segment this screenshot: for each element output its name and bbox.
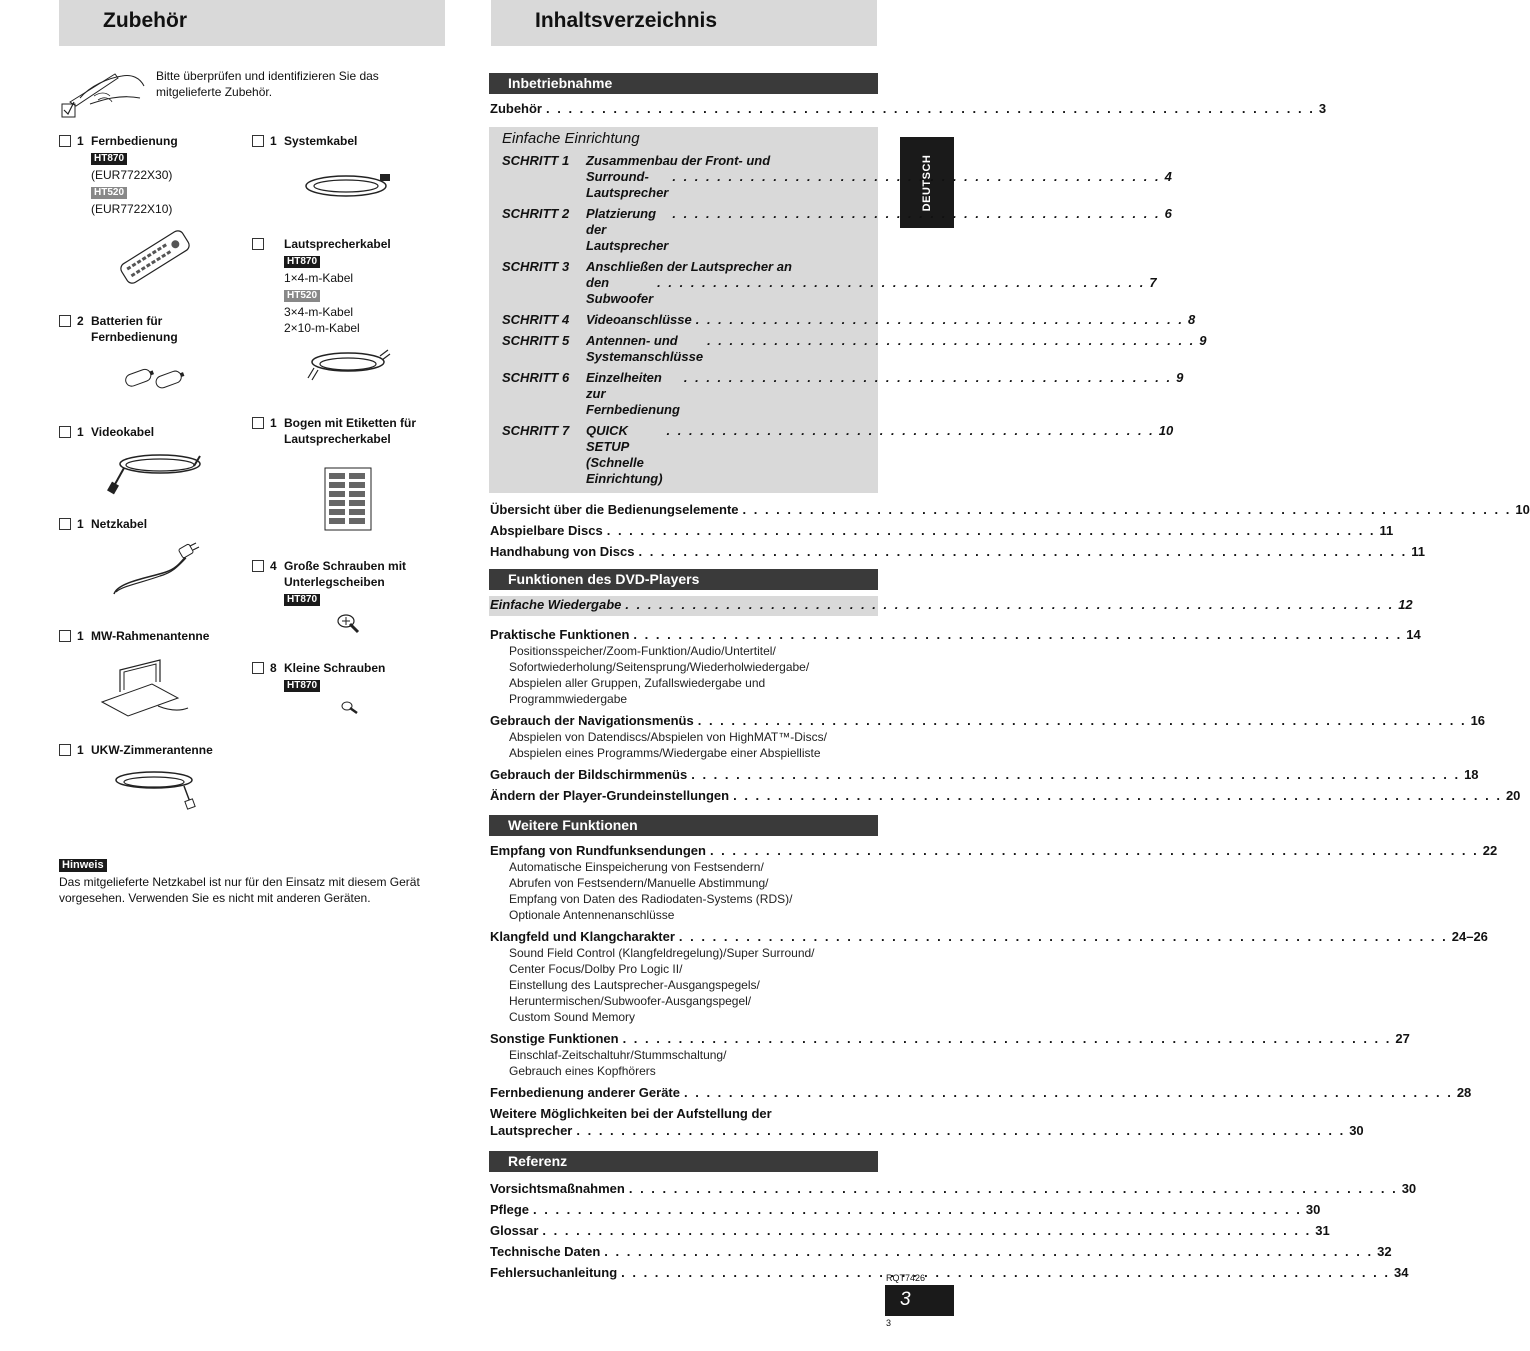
model-badge: HT870 — [91, 153, 127, 165]
checkbox[interactable] — [59, 426, 71, 438]
page-number-box — [885, 1285, 954, 1316]
accessory-qty: 8 — [270, 661, 277, 675]
checkbox[interactable] — [252, 560, 264, 572]
model-badge: HT870 — [284, 680, 320, 692]
model-badge: HT520 — [284, 290, 320, 302]
document-code: RQT7426 — [886, 1273, 926, 1283]
intro-text: Bitte überprüfen und identifizieren Sie das mitgelieferte Zubehör. — [156, 69, 379, 99]
section-more-functions: Weitere Funktionen — [489, 815, 878, 836]
video-cable-icon — [104, 448, 204, 498]
toc-description: Einschlaf-Zeitschaltuhr/Stummschaltung/ — [509, 1048, 727, 1062]
accessories-title: Zubehör — [103, 9, 187, 32]
toc-description: Optionale Antennenanschlüsse — [509, 908, 675, 922]
toc-description: Sofortwiederholung/Seitensprung/Wiederholwiedergabe/ — [509, 660, 810, 674]
accessory-name: Kleine Schrauben — [284, 661, 386, 675]
accessory-qty: 1 — [77, 425, 84, 439]
accessory-name: Netzkabel — [91, 517, 148, 531]
toc-entry[interactable]: Glossar . . . 31 — [489, 1222, 878, 1239]
toc-description: Sound Field Control (Klangfeldregelung)/Super Surround/ — [509, 946, 815, 960]
toc-entry[interactable]: Vorsichtsmaßnahmen . . . 30 — [489, 1180, 878, 1197]
accessory-qty: 1 — [77, 629, 84, 643]
setup-step[interactable]: SCHRITT 7 QUICK SETUP (Schnelle Einrichtung) . . . 10 — [502, 423, 862, 487]
toc-description: Automatische Einspeicherung von Festsendern/ — [509, 860, 764, 874]
toc-description: Abspielen von Datendiscs/Abspielen von HighMAT™-Discs/ — [509, 730, 827, 744]
cable-spec: 1×4-m-Kabel — [284, 271, 354, 285]
toc-entry[interactable]: Pflege . . . 30 — [489, 1201, 878, 1218]
toc-entry[interactable]: Ändern der Player-Grundeinstellungen . . . 20 — [489, 787, 878, 804]
toc-description: Gebrauch eines Kopfhörers — [509, 1064, 656, 1078]
checkbox[interactable] — [252, 135, 264, 147]
model-badge: HT520 — [91, 187, 127, 199]
fm-indoor-antenna-icon — [110, 766, 202, 812]
toc-description: Programmwiedergabe — [509, 692, 628, 706]
toc-description: Heruntermischen/Subwoofer-Ausgangspegel/ — [509, 994, 752, 1008]
section-dvd-functions: Funktionen des DVD-Players — [489, 569, 878, 590]
toc-entry[interactable]: Klangfeld und Klangcharakter . . . 24–26 — [489, 928, 878, 945]
accessory-name: Fernbedienung — [91, 134, 178, 148]
accessory-name: MW-Rahmenantenne — [91, 629, 210, 643]
setup-step[interactable]: SCHRITT 4 Videoanschlüsse . . . 8 — [502, 312, 862, 328]
toc-entry[interactable]: Gebrauch der Navigationsmenüs . . . 16 — [489, 712, 878, 729]
toc-description: Abspielen aller Gruppen, Zufallswiedergabe und — [509, 676, 766, 690]
small-screw-icon — [340, 700, 360, 716]
toc-entry[interactable]: Übersicht über die Bedienungselemente . . . 10 — [489, 501, 878, 518]
toc-title: Inhaltsverzeichnis — [535, 9, 718, 32]
toc-entry[interactable]: Technische Daten . . . 32 — [489, 1243, 878, 1260]
toc-description: Custom Sound Memory — [509, 1010, 636, 1024]
checkbox[interactable] — [59, 630, 71, 642]
checkbox[interactable] — [252, 417, 264, 429]
toc-entry[interactable]: Zubehör . . . 3 — [489, 100, 878, 117]
accessory-name: Bogen mit Etiketten für Lautsprecherkabel — [284, 416, 417, 446]
note-box — [59, 856, 449, 906]
checkbox[interactable] — [252, 662, 264, 674]
accessory-qty: 4 — [270, 559, 277, 573]
easy-setup-title: Einfache Einrichtung — [502, 130, 640, 147]
model-badge: HT870 — [284, 256, 320, 268]
toc-entry[interactable]: Lautsprecher . . . 30 — [489, 1122, 878, 1139]
speaker-cable-icon — [306, 346, 390, 382]
accessory-qty: 2 — [77, 314, 84, 328]
cable-spec: 2×10-m-Kabel — [284, 321, 360, 335]
accessory-qty: 1 — [77, 743, 84, 757]
toc-entry[interactable]: Empfang von Rundfunksendungen . . . 22 — [489, 842, 878, 859]
toc-description: Einstellung des Lautsprecher-Ausgangspegels/ — [509, 978, 760, 992]
toc-title-bar — [491, 0, 877, 46]
accessory-name: Systemkabel — [284, 134, 358, 148]
toc-entry[interactable]: Weitere Möglichkeiten bei der Aufstellung der — [490, 1106, 772, 1121]
remote-control-icon — [115, 222, 195, 292]
toc-entry[interactable]: Praktische Funktionen . . . 14 — [489, 626, 878, 643]
toc-description: Abrufen von Festsendern/Manuelle Abstimmung/ — [509, 876, 769, 890]
language-tab-label: DEUTSCH — [921, 154, 933, 211]
setup-step[interactable]: SCHRITT 6 Einzelheiten zur Fernbedienung . . . 9 — [502, 370, 862, 418]
model-badge: HT870 — [284, 594, 320, 606]
power-cable-icon — [108, 542, 200, 600]
accessories-title-bar — [59, 0, 445, 46]
batteries-icon — [124, 360, 186, 394]
note-label: Hinweis — [59, 859, 107, 872]
toc-description: Empfang von Daten des Radiodaten-Systems (RDS)/ — [509, 892, 793, 906]
toc-description: Center Focus/Dolby Pro Logic II/ — [509, 962, 683, 976]
toc-entry[interactable]: Abspielbare Discs . . . 11 — [489, 522, 878, 539]
accessory-qty: 1 — [77, 134, 84, 148]
label-sheet-icon — [324, 467, 374, 531]
model-number: (EUR7722X10) — [91, 202, 173, 216]
toc-entry[interactable]: Sonstige Funktionen . . . 27 — [489, 1030, 878, 1047]
checking-hand-icon — [60, 68, 150, 122]
setup-step[interactable]: SCHRITT 5 Antennen- und Systemanschlüsse . . . 9 — [502, 333, 862, 365]
toc-entry-einfache-wiedergabe[interactable]: Einfache Wiedergabe . . . 12 — [489, 596, 878, 616]
toc-entry[interactable]: Gebrauch der Bildschirmmenüs . . . 18 — [489, 766, 878, 783]
section-inbetriebnahme: Inbetriebnahme — [489, 73, 878, 94]
checkbox[interactable] — [252, 238, 264, 250]
toc-description: Abspielen eines Programms/Wiedergabe einer Abspielliste — [509, 746, 821, 760]
accessory-qty: 1 — [77, 517, 84, 531]
am-loop-antenna-icon — [98, 658, 194, 718]
accessory-name: Videokabel — [91, 425, 155, 439]
toc-entry[interactable]: Fernbedienung anderer Geräte . . . 28 — [489, 1084, 878, 1101]
toc-entry[interactable]: Handhabung von Discs . . . 11 — [489, 543, 878, 560]
checkbox[interactable] — [59, 315, 71, 327]
accessory-name: UKW-Zimmerantenne — [91, 743, 213, 757]
section-reference: Referenz — [489, 1151, 878, 1172]
toc-description: Positionsspeicher/Zoom-Funktion/Audio/Untertitel/ — [509, 644, 776, 658]
checkbox[interactable] — [59, 518, 71, 530]
accessory-name: Batterien für Fernbedienung — [91, 314, 178, 344]
accessory-name: Lautsprecherkabel — [284, 237, 391, 251]
setup-step[interactable]: SCHRITT 3 Anschließen der Lautsprecher an den Subwoofer . . . 7 — [502, 259, 862, 307]
checkbox[interactable] — [59, 135, 71, 147]
accessory-qty: 1 — [270, 416, 277, 430]
small-page-number: 3 — [886, 1318, 892, 1328]
toc-entry[interactable]: Fehlersuchanleitung . . . 34 — [489, 1264, 878, 1281]
page-number: 3 — [900, 1289, 911, 1310]
system-cable-icon — [302, 168, 394, 204]
checkbox[interactable] — [59, 744, 71, 756]
note-text: Das mitgelieferte Netzkabel ist nur für den Einsatz mit diesem Gerät vorgesehen. Verwenden Sie es nicht mit anderen Geräten. — [59, 875, 420, 905]
accessory-name: Große Schrauben mit Unterlegscheiben — [284, 559, 407, 589]
cable-spec: 3×4-m-Kabel — [284, 305, 354, 319]
accessory-qty: 1 — [270, 134, 277, 148]
model-number: (EUR7722X30) — [91, 168, 173, 182]
setup-step[interactable]: SCHRITT 2 Platzierung der Lautsprecher . . . 6 — [502, 206, 862, 254]
large-screw-icon — [336, 612, 362, 636]
setup-step[interactable]: SCHRITT 1 Zusammenbau der Front- und Surround-Lautsprecher . . . 4 — [502, 153, 862, 201]
